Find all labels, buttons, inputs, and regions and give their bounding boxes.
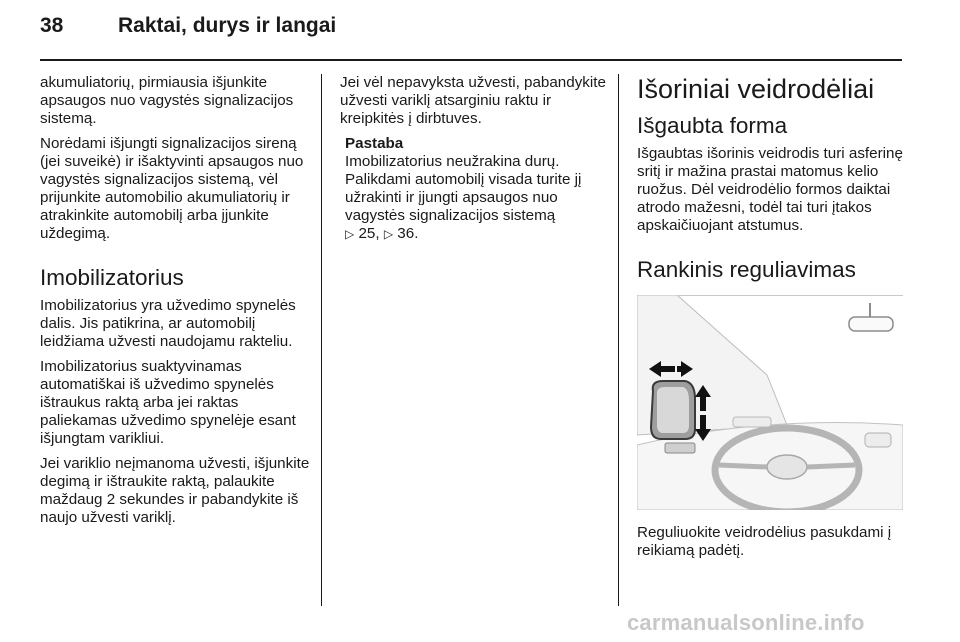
note-text: Imobilizatorius neužrakina durų. Palikdami automobilį visada turite jį užrakinti ir įjungti apsaugos nuo vagystės signalizacijos sistemą	[345, 153, 582, 224]
arrow-reference-icon: ▷	[345, 227, 355, 241]
paragraph: Reguliuokite veidrodėlius pasukdami į reikiamą padėtį.	[637, 524, 892, 559]
page-number: 38	[40, 14, 64, 37]
page-title: Raktai, durys ir langai	[118, 14, 337, 37]
column-left	[40, 74, 312, 534]
paragraph: akumuliatorių, pirmiausia išjunkite apsaugos nuo vagystės signalizacijos sistemą.	[40, 74, 294, 127]
paragraph: Imobilizatorius yra užvedimo spynelės dalis. Jis patikrina, ar automobilį leidžiama užvesti naudojamu rakteliu.	[40, 297, 296, 350]
page-reference-link[interactable]: 25	[358, 225, 376, 242]
paragraph: Norėdami išjungti signalizacijos sireną (jei suveikė) ir išaktyvinti apsaugos nuo vagystės signalizacijos sistemą, vėl prijunkite automobilio akumuliatorių ir atrakinkite automobilį arba įjunkite uždegimą.	[40, 135, 304, 242]
column-right	[637, 74, 905, 567]
paragraph: Išgaubtas išorinis veidrodis turi asferinę sritį ir mažina prastai matomus kelio ruožus. Dėl veidrodėlio formos daiktai atrodo mažesni, todėl tai turi įtakos apskaičiuojant atstumus.	[637, 145, 903, 234]
section-heading: Rankinis reguliavimas	[637, 257, 856, 282]
section-heading: Imobilizatorius	[40, 265, 184, 290]
page-reference-link[interactable]: 36	[397, 225, 415, 242]
note-label: Pastaba	[345, 135, 404, 152]
header-rule	[40, 59, 902, 61]
arrow-reference-icon: ▷	[383, 227, 394, 241]
column-divider	[321, 74, 322, 606]
mirror-adjust-illustration-icon	[637, 295, 903, 510]
section-heading: Išgaubta forma	[637, 113, 788, 138]
column-middle	[340, 74, 610, 243]
paragraph: Jei variklio neįmanoma užvesti, išjunkite degimą ir ištraukite raktą, palaukite maždaug 2 sekundes ir pabandykite iš naujo užvesti variklį.	[40, 455, 310, 526]
paragraph: Jei vėl nepavyksta užvesti, pabandykite užvesti variklį atsarginiu raktu ir kreipkitės į dirbtuves.	[340, 74, 606, 127]
chapter-heading: Išoriniai veidrodėliai	[637, 74, 875, 104]
paragraph: Imobilizatorius suaktyvinamas automatiškai iš užvedimo spynelės ištraukus raktą arba jei raktas paliekamas užvedimo spynelėje esant išjungtam varikliui.	[40, 358, 296, 447]
note-box: Pastaba Imobilizatorius neužrakina durų. Palikdami automobilį visada turite jį užrakinti ir įjungti apsaugos nuo vagystės signalizacijos sistemą ▷ 25, ▷ 36.	[340, 135, 610, 243]
watermark: carmanualsonline.info	[627, 610, 865, 635]
column-divider	[618, 74, 619, 606]
